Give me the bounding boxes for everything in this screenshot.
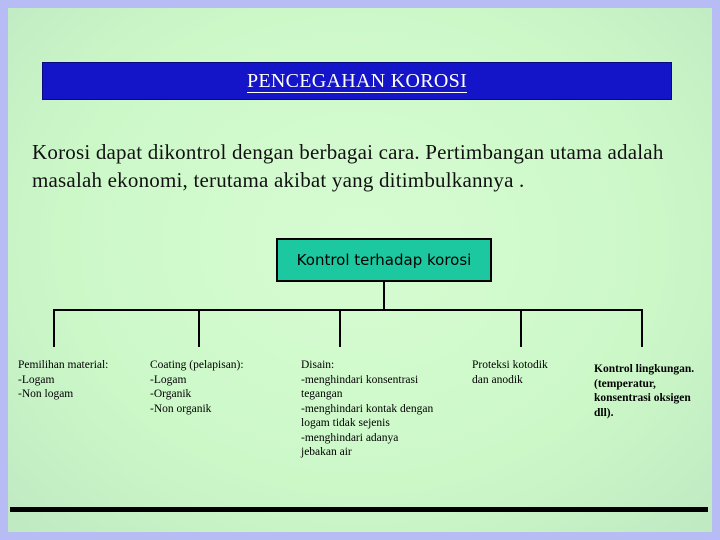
branch-drop-1 — [53, 309, 55, 347]
leaf-material — [18, 358, 108, 402]
slide-title: PENCEGAHAN KOROSI — [246, 69, 468, 92]
leaf-line: -Logam — [150, 373, 187, 386]
leaf-line: -menghindari kontak dengan — [301, 402, 434, 415]
leaf-line: dll). — [594, 406, 614, 419]
bottom-divider — [10, 507, 708, 512]
branch-drop-5 — [641, 309, 643, 347]
leaf-line: Kontrol lingkungan. — [594, 363, 695, 375]
leaf-line: -Organik — [150, 388, 192, 400]
root-node-label: Kontrol terhadap korosi — [296, 251, 472, 269]
leaf-line: Disain: — [301, 359, 335, 371]
title-bar — [42, 62, 672, 100]
root-node — [276, 238, 492, 282]
leaf-line: Coating (pelapisan): — [150, 359, 244, 371]
branch-drop-2 — [198, 309, 200, 347]
branch-bar — [53, 309, 643, 311]
leaf-design — [301, 358, 433, 460]
leaf-line: -menghindari adanya — [301, 431, 399, 444]
root-connector — [383, 282, 385, 310]
leaf-line: -Logam — [18, 373, 55, 386]
leaf-line: konsentrasi oksigen — [594, 392, 691, 404]
leaf-coating — [150, 358, 244, 416]
leaf-protection — [472, 358, 548, 387]
leaf-line: dan anodik — [472, 373, 523, 386]
branch-drop-3 — [339, 309, 341, 347]
leaf-line: Pemilihan material: — [18, 359, 109, 371]
leaf-line: Proteksi kotodik — [472, 359, 548, 371]
leaf-line: -Non organik — [150, 402, 212, 415]
leaf-line: tegangan — [301, 388, 343, 400]
leaf-line: -menghindari konsentrasi — [301, 373, 419, 386]
leaf-environment — [594, 362, 694, 420]
leaf-line: (temperatur, — [594, 377, 656, 390]
branch-drop-4 — [520, 309, 522, 347]
leaf-line: jebakan air — [301, 446, 352, 458]
leaf-line: logam tidak sejenis — [301, 417, 390, 429]
intro-text: Korosi dapat dikontrol dengan berbagai cara. Pertimbangan utama adalah masalah ekonomi, terutama akibat yang ditimbulkannya . — [32, 140, 664, 192]
leaf-line: -Non logam — [18, 388, 74, 400]
